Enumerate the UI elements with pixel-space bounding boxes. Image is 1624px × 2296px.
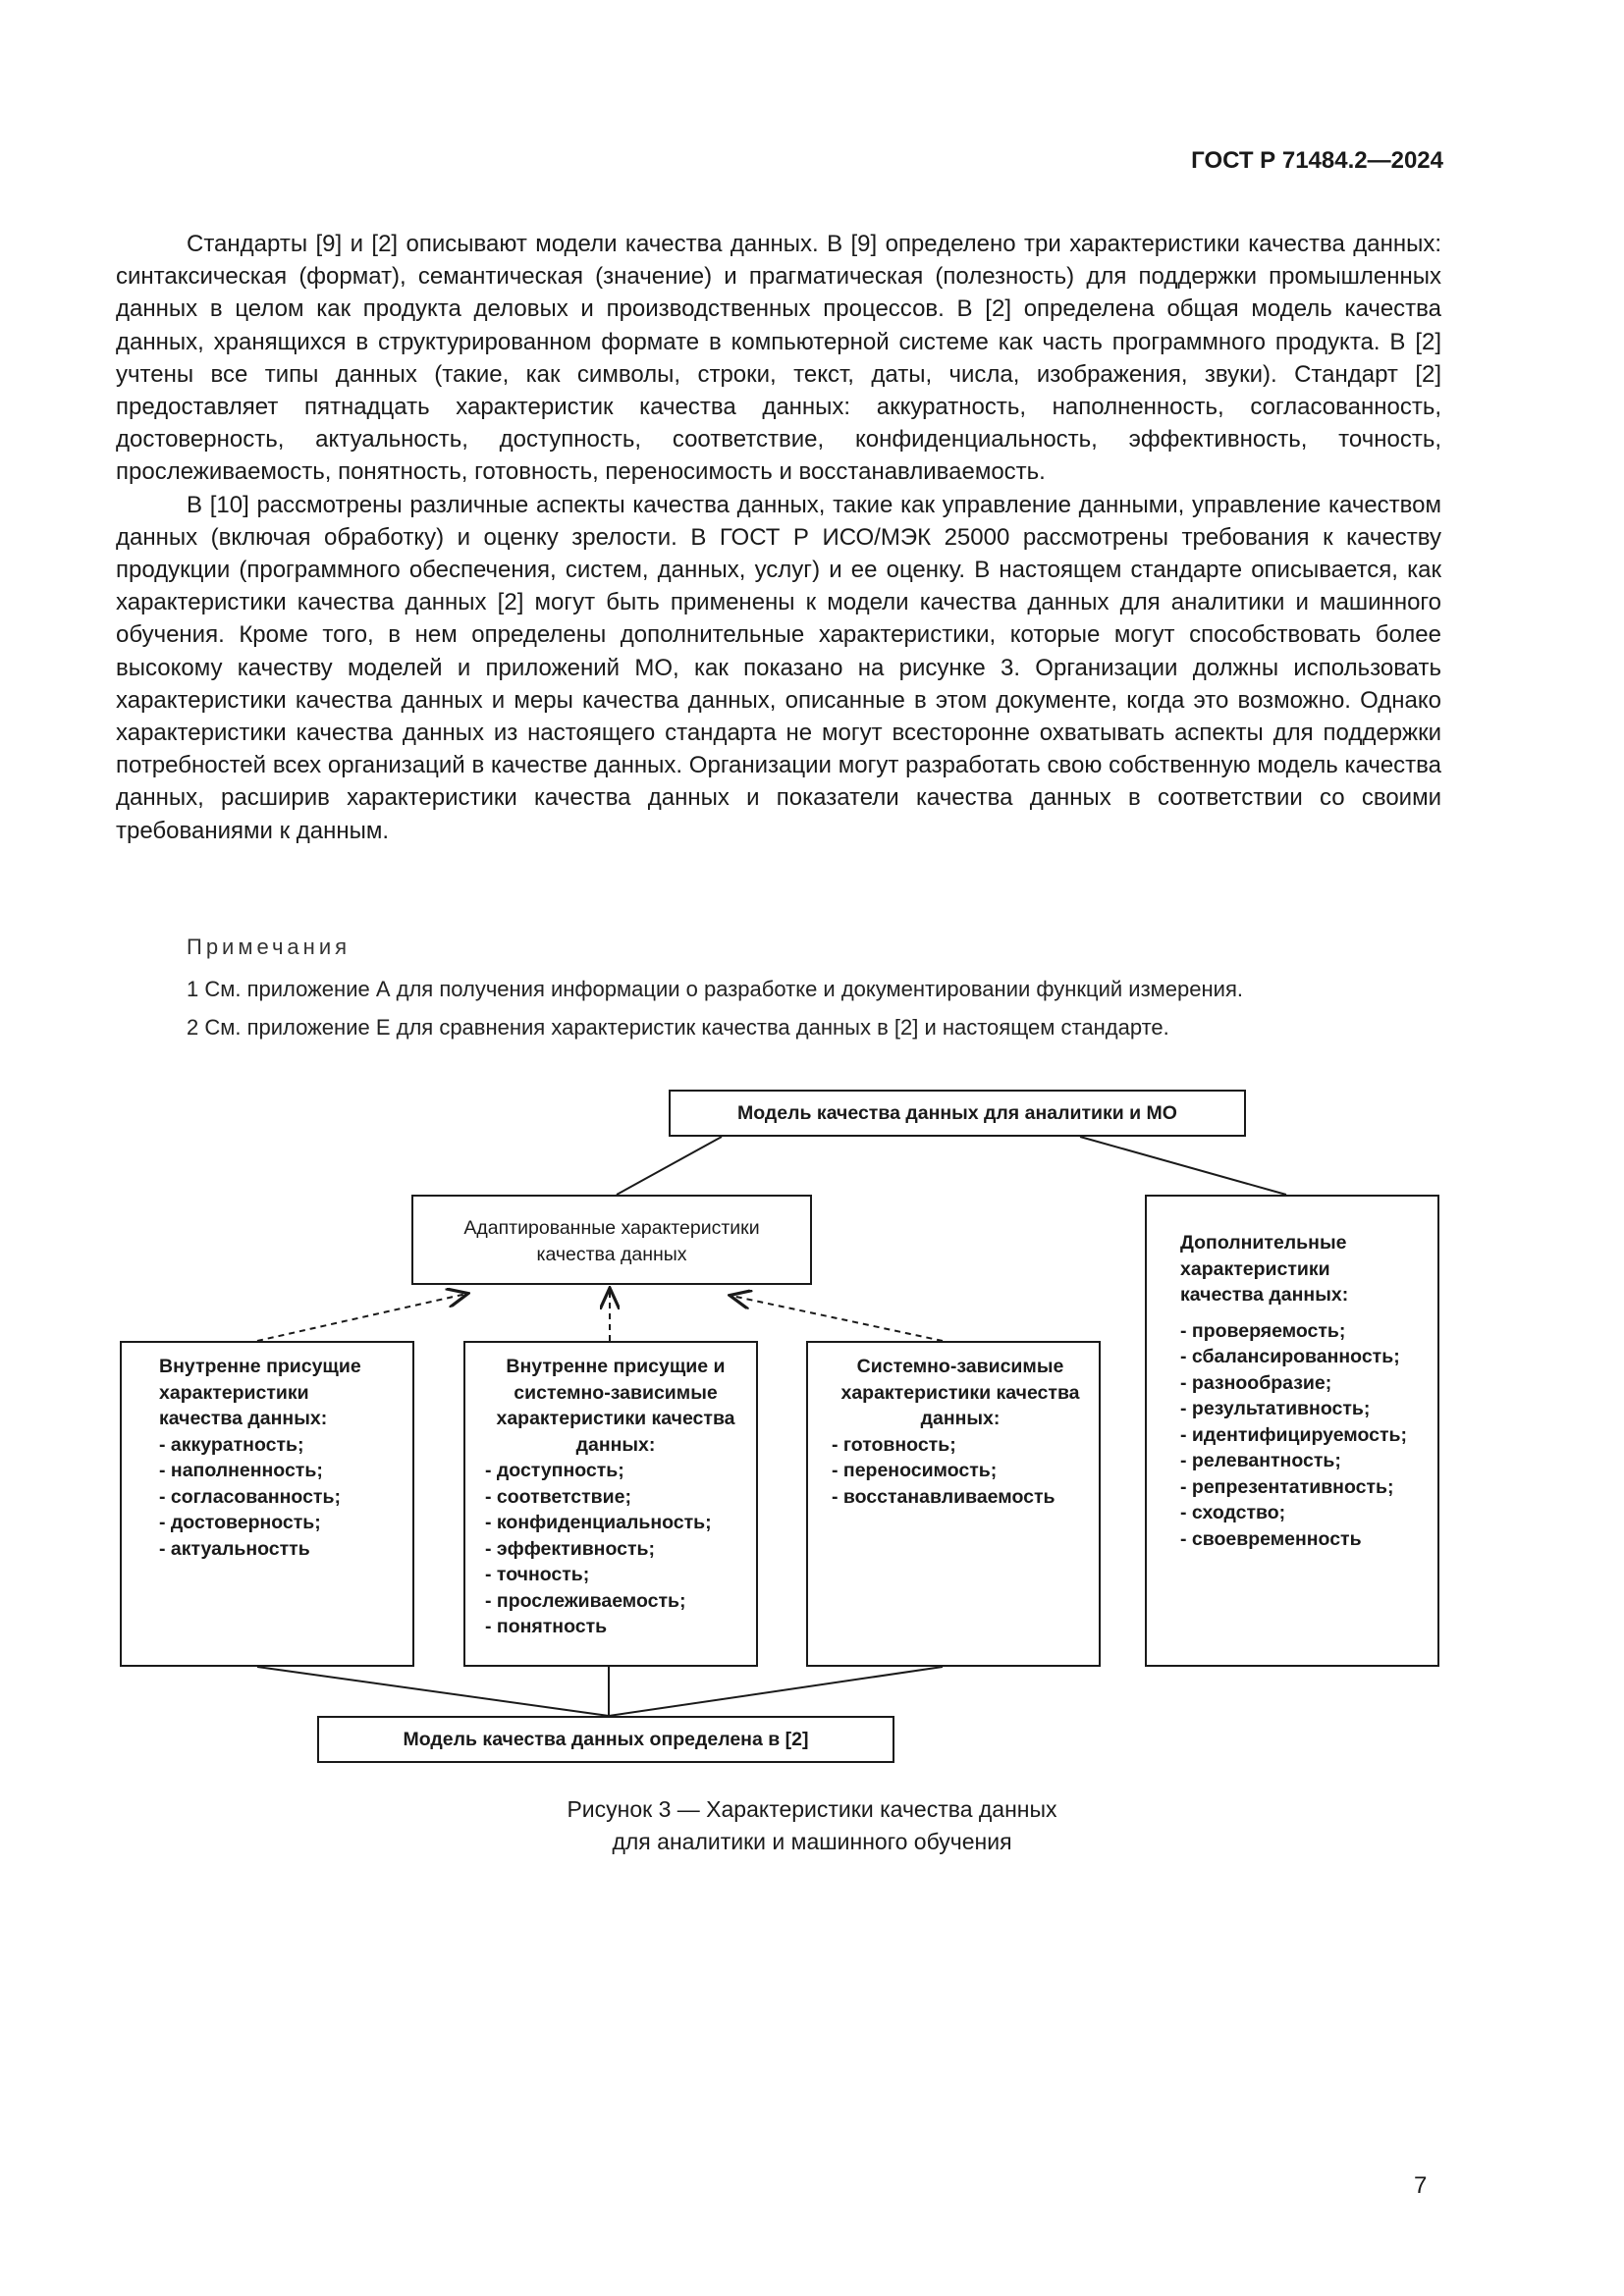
adapted-characteristics-label: Адаптированные характеристики качества данных — [463, 1217, 760, 1265]
inherent-system-item: - точность; — [485, 1564, 590, 1585]
additional-item: - релевантность; — [1180, 1450, 1341, 1471]
arrow-system-adapted — [731, 1296, 943, 1341]
paragraph-1: Стандарты [9] и [2] описывают модели качества данных. В [9] определено три характеристики качества данных: синтаксическая (формат), семантическая (значение) и прагматическая (полезность) для поддержки промышленных данных в целом как продукта деловых и производственных процессов. В [2] определена общая модель качества данных, хранящихся в структурированном формате в компьютерной системе как часть программного продукта. В [2] учтены все типы данных (такие, как символы, строки, текст, даты, числа, изображения, звуки). Стандарт [2] предоставляет пятнадцать характеристик качества данных: аккуратность, наполненность, согласованность, достоверность, актуальность, доступность, соответствие, конфиденциальность, эффективность, точность, прослеживаемость, понятность, готовность, переносимость и восстанавливаемость. — [116, 231, 1441, 486]
additional-item: - сбалансированность; — [1180, 1346, 1400, 1367]
figure-caption — [419, 1793, 1205, 1858]
system-characteristics-box — [806, 1341, 1101, 1667]
inherent-title: Внутренне присущие характеристики качества данных: — [159, 1356, 361, 1429]
arrow-inherent-adapted — [257, 1294, 466, 1341]
connector-top-additional — [1080, 1137, 1286, 1195]
additional-item: - разнообразие; — [1180, 1371, 1332, 1394]
inherent-system-item: - понятность — [485, 1616, 608, 1637]
inherent-item: - аккуратность; — [159, 1433, 304, 1456]
inherent-system-item: - прослеживаемость; — [485, 1589, 686, 1612]
connector-inherent-bottom — [257, 1667, 609, 1716]
additional-title: Дополнительные характеристики качества данных: — [1180, 1232, 1349, 1306]
inherent-item: - согласованность; — [159, 1485, 341, 1508]
top-model-box — [669, 1090, 1246, 1137]
inherent-system-item: - эффективность; — [485, 1537, 655, 1560]
additional-item: - идентифицируемость; — [1180, 1423, 1407, 1446]
additional-item: - сходство; — [1180, 1502, 1286, 1523]
inherent-system-item: - доступность; — [485, 1460, 624, 1481]
additional-item: - своевременность — [1180, 1527, 1362, 1550]
caption-line-2: для аналитики и машинного обучения — [612, 1829, 1012, 1854]
document-header: ГОСТ Р 71484.2—2024 — [1191, 147, 1443, 174]
system-item: - готовность; — [832, 1433, 956, 1456]
inherent-system-item: - конфиденциальность; — [485, 1512, 712, 1533]
adapted-characteristics-box — [411, 1195, 812, 1285]
additional-characteristics-box — [1145, 1195, 1439, 1667]
bottom-model-label: Модель качества данных определена в [2] — [403, 1729, 809, 1750]
note-2: 2 См. приложение Е для сравнения характеристик качества данных в [2] и настоящем стандарте. — [187, 1015, 1169, 1040]
additional-item: - результативность; — [1180, 1398, 1371, 1419]
top-model-label: Модель качества данных для аналитики и МО — [737, 1102, 1177, 1124]
inherent-characteristics-box — [120, 1341, 414, 1667]
note-1: 1 См. приложение А для получения информации о разработке и документировании функций измерения. — [187, 977, 1243, 1001]
paragraph-2: В [10] рассмотрены различные аспекты качества данных, такие как управление данными, управление качеством данных (включая обработку) и оценку зрелости. В ГОСТ Р ИСО/МЭК 25000 рассмотрены требования к качеству продукции (программного обеспечения, систем, данных, услуг) и ее оценку. В настоящем стандарте описывается, как характеристики качества данных [2] могут быть применены к модели качества данных для аналитики и машинного обучения. Кроме того, в нем определены дополнительные характеристики, которые могут способствовать более высокому качеству моделей и приложений МО, как показано на рисунке 3. Организации должны использовать характеристики качества данных и меры качества данных, описанные в этом документе, когда это возможно. Однако характеристики качества данных из настоящего стандарта не могут всесторонне охватывать аспекты для поддержки потребностей всех организаций в качестве данных. Организации могут разработать свою собственную модель качества данных, расширив характеристики качества данных и показатели качества данных в соответствии со своими требованиями к данным. — [116, 491, 1441, 844]
bottom-model-box — [317, 1716, 894, 1763]
system-item: - переносимость; — [832, 1460, 998, 1481]
additional-item: - проверяемость; — [1180, 1319, 1346, 1342]
connector-top-adapted — [617, 1137, 722, 1195]
page-number: 7 — [1414, 2172, 1428, 2199]
inherent-item: - актуальностть — [159, 1537, 310, 1560]
connector-system-bottom — [609, 1667, 943, 1716]
notes-title: Примечания — [187, 934, 352, 959]
inherent-system-characteristics-box — [463, 1341, 758, 1667]
additional-item: - репрезентативность; — [1180, 1475, 1394, 1498]
system-title: Системно-зависимые характеристики качества данных: — [840, 1356, 1080, 1429]
inherent-item: - наполненность; — [159, 1460, 323, 1481]
inherent-item: - достоверность; — [159, 1512, 321, 1533]
inherent-system-item: - соответствие; — [485, 1485, 631, 1508]
caption-line-1: Рисунок 3 — Характеристики качества данных — [567, 1796, 1057, 1822]
system-item: - восстанавливаемость — [832, 1485, 1056, 1508]
inherent-system-title: Внутренне присущие и системно-зависимые характеристики качества данных: — [496, 1356, 735, 1456]
